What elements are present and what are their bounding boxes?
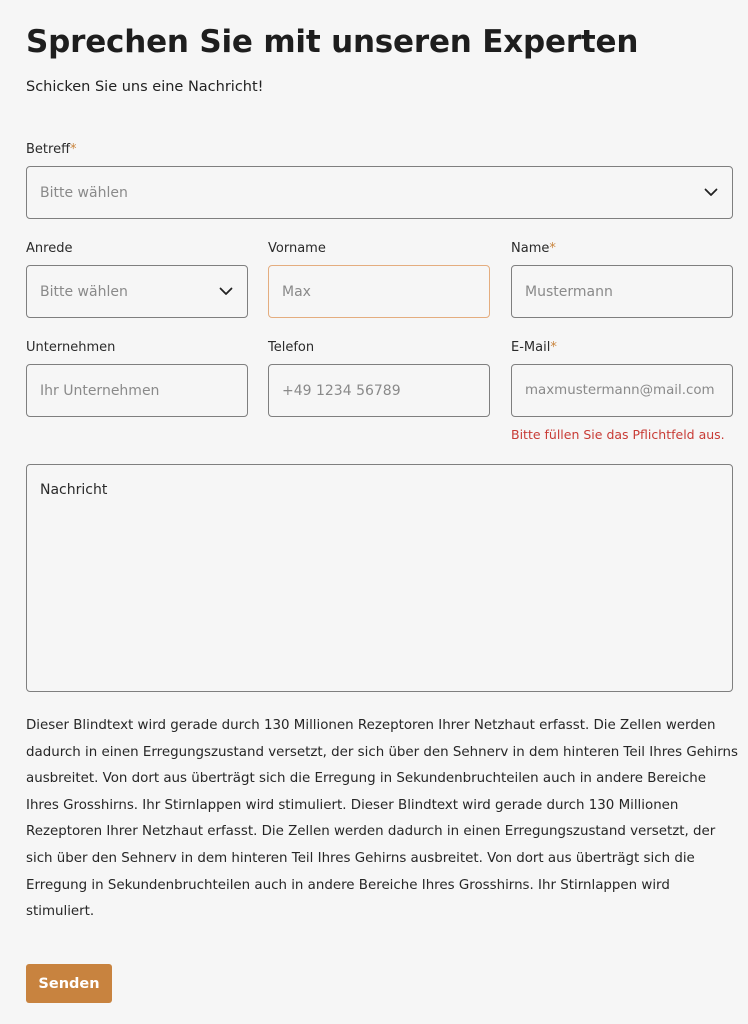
- unternehmen-label-text: Unternehmen: [26, 340, 116, 355]
- betreff-select-value: Bitte wählen: [40, 184, 128, 201]
- anrede-label-text: Anrede: [26, 241, 73, 256]
- name-label: [511, 241, 556, 256]
- vorname-placeholder: Max: [282, 283, 311, 300]
- anrede-select-value: Bitte wählen: [40, 283, 128, 300]
- page-subtitle: Schicken Sie uns eine Nachricht!: [26, 79, 264, 95]
- anrede-select[interactable]: [26, 265, 248, 318]
- email-input[interactable]: [511, 364, 733, 417]
- email-label-text: E-Mail: [511, 340, 551, 355]
- betreff-label-text: Betreff: [26, 142, 71, 157]
- email-error-message: Bitte füllen Sie das Pflichtfeld aus.: [511, 427, 725, 442]
- page-title: Sprechen Sie mit unseren Experten: [26, 24, 639, 60]
- vorname-input[interactable]: [268, 265, 490, 318]
- anrede-label: [26, 241, 72, 256]
- betreff-label: [26, 142, 77, 157]
- email-label: [511, 340, 557, 355]
- nachricht-placeholder: Nachricht: [40, 482, 108, 498]
- required-marker: *: [549, 241, 556, 256]
- info-paragraph: Dieser Blindtext wird gerade durch 130 Millionen Rezeptoren Ihrer Netzhaut erfasst. Die Zellen werden dadurch in einen Erregungszustand versetzt, der sich über den Sehnerv in dem hinteren Teil Ihres Gehirns ausbreitet. Von dort aus überträgt sich die Erregung in Sekundenbruchteilen auch in andere Bereiche Ihres Grosshirns. Ihr Stirnlappen wird stimuliert. Dieser Blindtext wird gerade durch 130 Millionen Rezeptoren Ihrer Netzhaut erfasst. Die Zellen werden dadurch in einen Erregungszustand versetzt, der sich über den Sehnerv in dem hinteren Teil Ihres Gehirns ausbreitet. Von dort aus überträgt sich die Erregung in Sekundenbruchteilen auch in andere Bereiche Ihres Grosshirns. Ihr Stirnlappen wird stimuliert.: [26, 718, 738, 920]
- name-input[interactable]: [511, 265, 733, 318]
- unternehmen-input[interactable]: [26, 364, 248, 417]
- unternehmen-placeholder: Ihr Unternehmen: [40, 382, 160, 399]
- vorname-label-text: Vorname: [268, 241, 326, 256]
- telefon-label: [268, 340, 314, 355]
- send-button[interactable]: Senden: [26, 964, 112, 1003]
- name-placeholder: Mustermann: [525, 283, 613, 300]
- telefon-placeholder: +49 1234 56789: [282, 382, 401, 399]
- telefon-input[interactable]: [268, 364, 490, 417]
- nachricht-textarea[interactable]: [26, 464, 733, 692]
- vorname-label: [268, 241, 326, 256]
- email-placeholder: maxmustermann@mail.com: [525, 383, 715, 398]
- name-label-text: Name: [511, 241, 550, 256]
- required-marker: *: [550, 340, 557, 355]
- chevron-down-icon: [703, 185, 719, 201]
- telefon-label-text: Telefon: [268, 340, 315, 355]
- required-marker: *: [70, 142, 77, 157]
- betreff-select[interactable]: [26, 166, 733, 219]
- unternehmen-label: [26, 340, 115, 355]
- chevron-down-icon: [218, 284, 234, 300]
